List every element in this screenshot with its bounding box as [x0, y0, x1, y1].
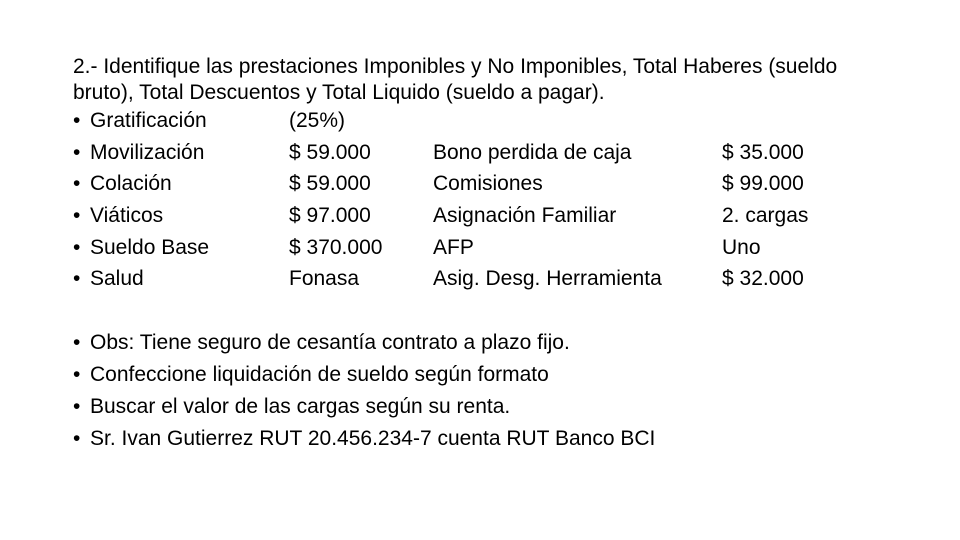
- item-label-2: AFP: [433, 236, 474, 259]
- item-value: Fonasa: [289, 267, 360, 290]
- item-value: (25%): [289, 109, 346, 132]
- item-label-2: Asig. Desg. Herramienta: [433, 267, 662, 290]
- item-value: $ 59.000: [289, 141, 371, 164]
- item-value-2: Uno: [722, 236, 761, 259]
- item-value: $ 59.000: [289, 172, 371, 195]
- bullet: •: [73, 236, 81, 259]
- bullet: •: [73, 109, 81, 132]
- item-label: Colación: [90, 172, 172, 195]
- note-text: Sr. Ivan Gutierrez RUT 20.456.234-7 cuenta RUT Banco BCI: [90, 427, 656, 450]
- item-label-2: Comisiones: [433, 172, 543, 195]
- item-value-2: $ 99.000: [722, 172, 804, 195]
- bullet: •: [73, 331, 81, 354]
- note-text: Buscar el valor de las cargas según su renta.: [90, 395, 511, 418]
- item-label: Movilización: [90, 141, 205, 164]
- item-label: Salud: [90, 267, 144, 290]
- bullet: •: [73, 267, 81, 290]
- bullet: •: [73, 204, 81, 227]
- item-value: $ 97.000: [289, 204, 371, 227]
- item-label: Gratificación: [90, 109, 207, 132]
- item-label: Sueldo Base: [90, 236, 210, 259]
- item-value-2: $ 32.000: [722, 267, 804, 290]
- item-label-2: Asignación Familiar: [433, 204, 617, 227]
- bullet: •: [73, 395, 81, 418]
- note-text: Confeccione liquidación de sueldo según formato: [90, 363, 549, 386]
- bullet: •: [73, 141, 81, 164]
- item-label: Viáticos: [90, 204, 164, 227]
- note-text: Obs: Tiene seguro de cesantía contrato a plazo fijo.: [90, 331, 570, 354]
- item-value-2: 2. cargas: [722, 204, 809, 227]
- item-value-2: $ 35.000: [722, 141, 804, 164]
- exercise-statement: 2.- Identifique las prestaciones Imponibles y No Imponibles, Total Haberes (sueldo bruto), Total Descuentos y Total Liquido (sueldo a pagar).: [73, 55, 838, 104]
- item-label-2: Bono perdida de caja: [433, 141, 632, 164]
- bullet: •: [73, 363, 81, 386]
- bullet: •: [73, 172, 81, 195]
- item-value: $ 370.000: [289, 236, 383, 259]
- bullet: •: [73, 427, 81, 450]
